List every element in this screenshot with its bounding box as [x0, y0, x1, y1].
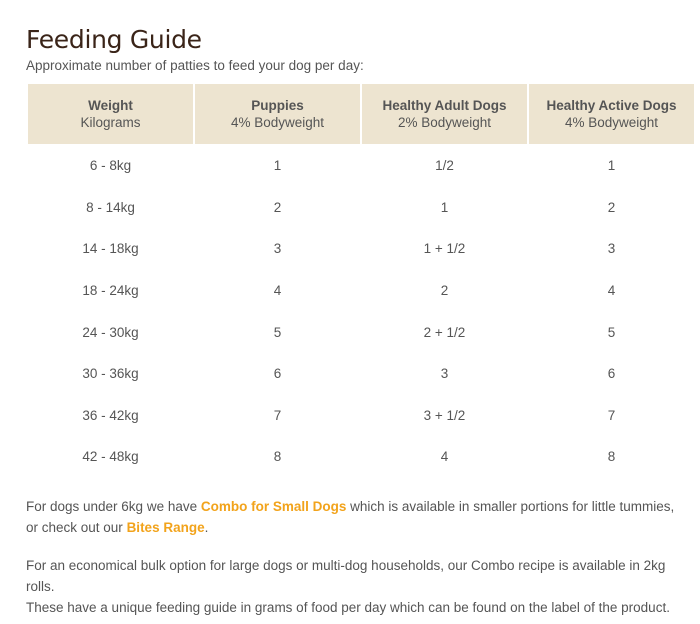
header-healthy-adult-dogs — [362, 84, 527, 144]
bites-range-link[interactable]: Bites Range — [126, 520, 205, 535]
paragraph-text: . — [204, 520, 209, 535]
paragraph-text: For dogs under 6kg we have — [26, 499, 201, 514]
cell-puppies: 1 — [273, 158, 282, 174]
cell-puppies: 8 — [273, 449, 282, 465]
cell-adult: 4 — [440, 449, 449, 465]
small-dogs-paragraph — [26, 496, 686, 538]
cell-weight: 6 - 8kg — [89, 158, 132, 174]
cell-active: 2 — [607, 199, 616, 215]
cell-adult: 1/2 — [435, 158, 454, 174]
cell-adult: 1 + 1/2 — [423, 241, 466, 257]
cell-weight: 30 - 36kg — [82, 366, 139, 382]
header-title: Weight — [88, 98, 133, 113]
table-row — [28, 311, 694, 353]
cell-active: 5 — [607, 324, 616, 340]
header-healthy-active-dogs — [529, 84, 694, 144]
cell-active: 6 — [607, 366, 616, 382]
cell-active: 4 — [607, 283, 616, 299]
cell-weight: 42 - 48kg — [82, 449, 139, 465]
cell-puppies: 3 — [273, 241, 282, 257]
intro-text: Approximate number of patties to feed your dog per day: — [26, 58, 364, 73]
combo-small-dogs-link[interactable]: Combo for Small Dogs — [200, 499, 347, 514]
page-title: Feeding Guide — [26, 24, 202, 54]
cell-weight: 18 - 24kg — [82, 283, 139, 299]
paragraph-line: For an economical bulk option for large dogs or multi-dog households, our Combo recipe is available in 2kg rolls. — [26, 558, 666, 594]
cell-adult: 2 + 1/2 — [423, 324, 466, 340]
table-row — [28, 270, 694, 312]
cell-active: 8 — [607, 449, 616, 465]
cell-weight: 8 - 14kg — [86, 199, 135, 215]
table-header-row — [28, 84, 694, 144]
header-subtitle: Kilograms — [80, 115, 141, 130]
header-subtitle: 4% Bodyweight — [230, 115, 325, 130]
header-subtitle: 2% Bodyweight — [397, 115, 492, 130]
table-row — [28, 353, 694, 395]
cell-weight: 24 - 30kg — [82, 324, 139, 340]
paragraph-line: These have a unique feeding guide in grams of food per day which can be found on the label of the product. — [26, 600, 670, 615]
header-title: Healthy Adult Dogs — [382, 98, 507, 113]
bulk-option-paragraph — [26, 555, 686, 618]
cell-active: 3 — [607, 241, 616, 257]
table-row — [28, 187, 694, 229]
feeding-guide-table — [26, 84, 696, 478]
cell-weight: 36 - 42kg — [82, 407, 139, 423]
cell-adult: 2 — [440, 283, 449, 299]
table-row — [28, 144, 694, 187]
paragraph-text: which is available in smaller portions for little tummies, or check out our — [26, 499, 675, 535]
header-puppies — [195, 84, 360, 144]
cell-adult: 1 — [440, 199, 449, 215]
cell-adult: 3 — [440, 366, 449, 382]
cell-weight: 14 - 18kg — [82, 241, 139, 257]
header-title: Puppies — [251, 98, 304, 113]
cell-puppies: 4 — [273, 283, 282, 299]
table-row — [28, 228, 694, 270]
cell-puppies: 2 — [273, 199, 282, 215]
cell-active: 7 — [607, 407, 616, 423]
table-row — [28, 436, 694, 478]
cell-puppies: 5 — [273, 324, 282, 340]
header-weight — [28, 84, 193, 144]
table-row — [28, 395, 694, 437]
header-subtitle: 4% Bodyweight — [564, 115, 659, 130]
header-title: Healthy Active Dogs — [546, 98, 677, 113]
cell-adult: 3 + 1/2 — [423, 407, 466, 423]
cell-puppies: 7 — [273, 407, 282, 423]
cell-active: 1 — [607, 158, 616, 174]
cell-puppies: 6 — [273, 366, 282, 382]
